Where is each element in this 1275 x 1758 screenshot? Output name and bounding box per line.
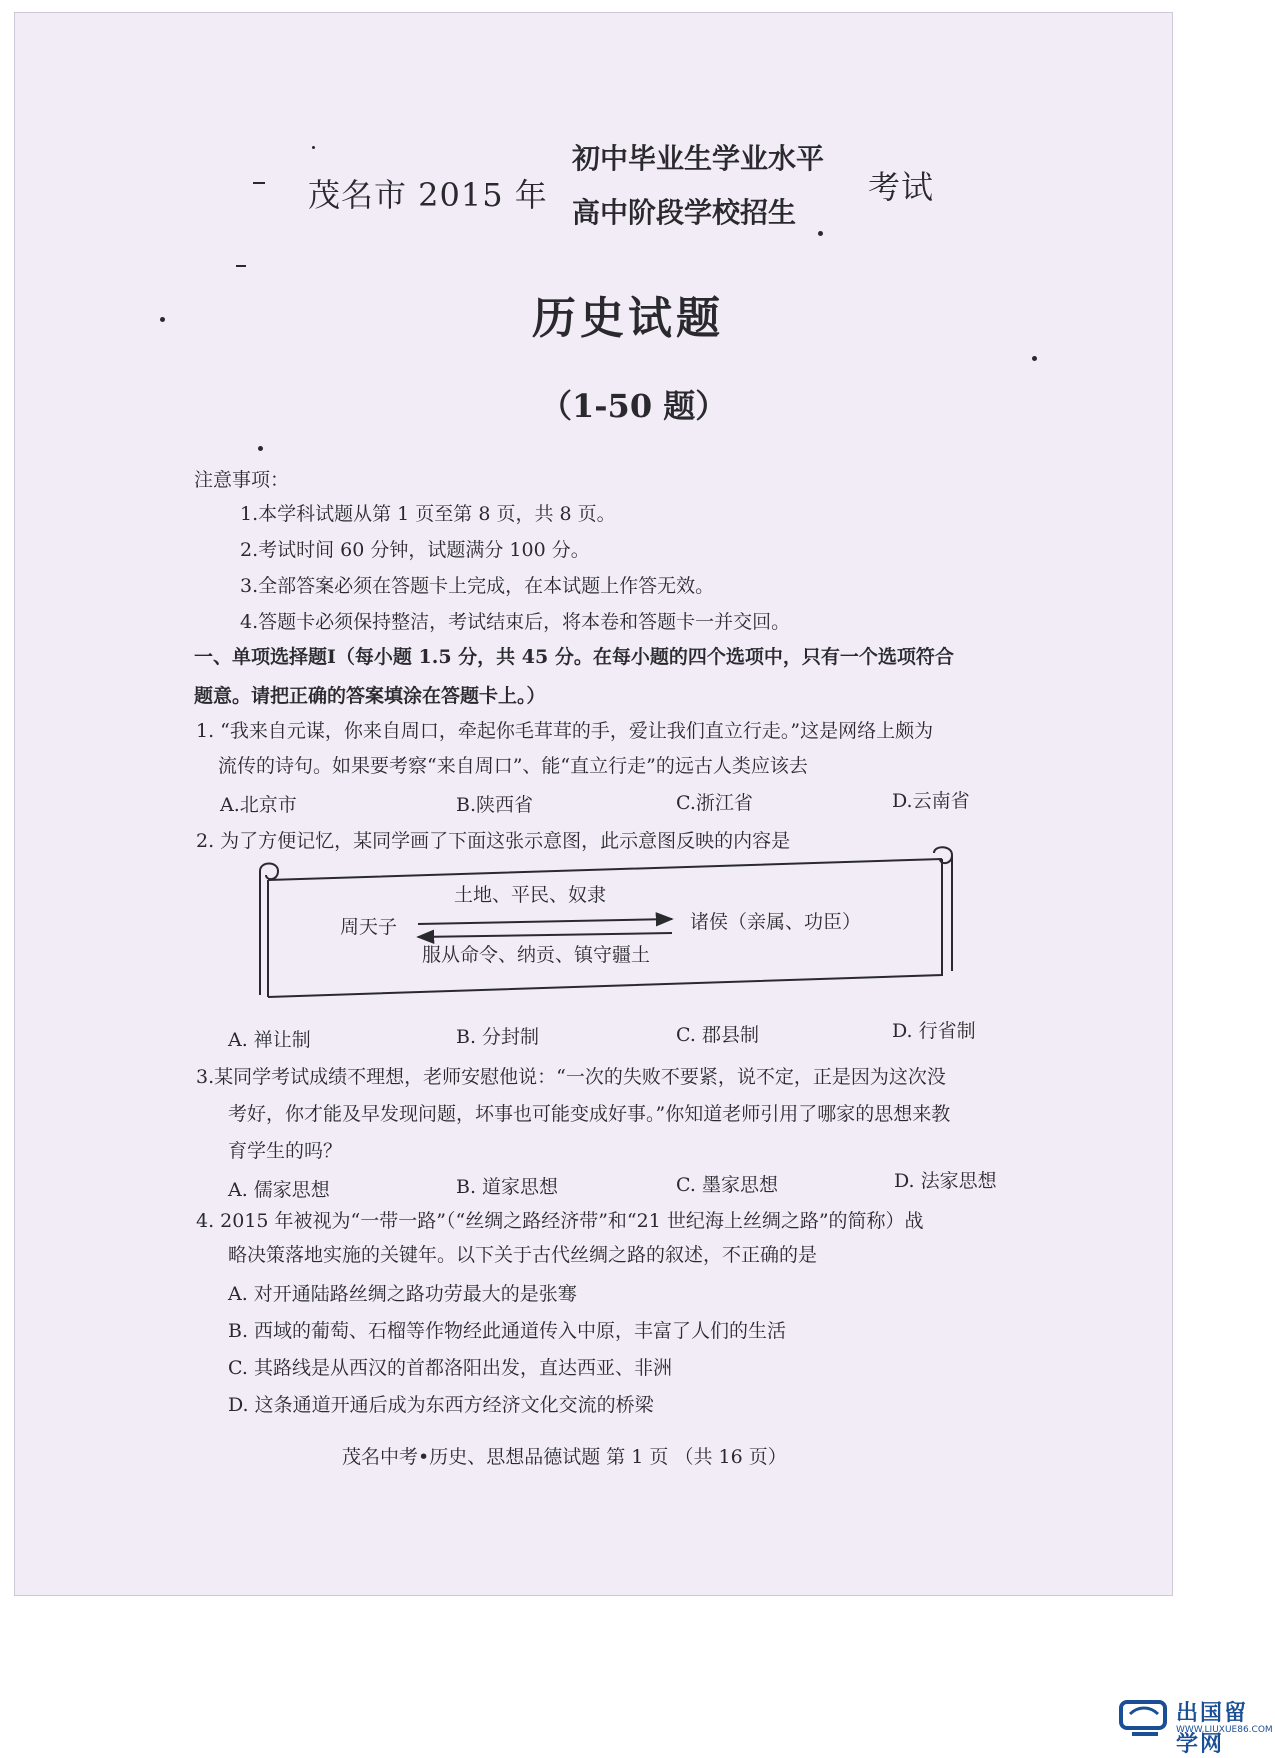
diagram-bottom-arrow-label: 服从命令、纳贡、镇守疆土: [422, 944, 651, 966]
notes-item: 3.全部答案必须在答题卡上完成，在本试题上作答无效。: [240, 575, 715, 597]
notes-item: 4.答题卡必须保持整洁，考试结束后，将本卷和答题卡一并交回。: [240, 611, 791, 633]
question-1-line: 1. “我来自元谋，你来自周口，牵起你毛茸茸的手，爱让我们直立行走。”这是网络上颇为: [196, 720, 934, 742]
scan-speck: [258, 446, 263, 451]
scan-speck: [312, 146, 315, 149]
subject-title: 历史试题: [532, 293, 724, 344]
question-range: （1-50 题）: [540, 387, 728, 425]
exam-suffix: 考试: [868, 168, 935, 206]
scan-mark: [253, 182, 265, 184]
notes-heading: 注意事项：: [194, 469, 290, 491]
question-2-option: A. 禅让制: [228, 1029, 311, 1051]
question-4-option: C. 其路线是从西汉的首都洛阳出发，直达西亚、非洲: [228, 1357, 672, 1379]
notes-item: 1.本学科试题从第 1 页至第 8 页，共 8 页。: [240, 503, 616, 525]
question-3-line: 考好，你才能及早发现问题，坏事也可能变成好事。”你知道老师引用了哪家的思想来教: [228, 1103, 951, 1125]
question-4-option: B. 西域的葡萄、石榴等作物经此通道传入中原，丰富了人们的生活: [228, 1320, 787, 1342]
arrow-to-lords: [418, 919, 672, 924]
question-4-option: A. 对开通陆路丝绸之路功劳最大的是张骞: [228, 1283, 577, 1305]
scan-mark: [236, 265, 246, 267]
diagram-king-label: 周天子: [340, 916, 398, 938]
diagram-lords-label: 诸侯（亲属、功臣）: [690, 911, 862, 933]
exam-type-stack: [572, 132, 824, 240]
arrow-to-king: [418, 933, 672, 937]
notes-item: 2.考试时间 60 分钟，试题满分 100 分。: [240, 539, 590, 561]
question-4-line: 4. 2015 年被视为“一带一路”（“丝绸之路经济带”和“21 世纪海上丝绸之路”的简称）战: [196, 1210, 924, 1232]
question-2-option: C. 郡县制: [676, 1024, 759, 1046]
question-3-option: C. 墨家思想: [676, 1174, 778, 1196]
question-1-option: A.北京市: [220, 794, 297, 816]
scan-speck: [1032, 356, 1037, 361]
exam-city-year: 茂名市 2015 年: [308, 176, 548, 214]
question-1-line: 流传的诗句。如果要考察“来自周口”、能“直立行走”的远古人类应该去: [218, 755, 808, 777]
question-1-option: C.浙江省: [676, 792, 753, 814]
diagram-top-arrow-label: 土地、平民、奴隶: [454, 884, 607, 906]
question-3-line: 育学生的吗？: [228, 1140, 343, 1162]
question-1-option: B.陕西省: [456, 794, 534, 816]
site-watermark: [1118, 1696, 1273, 1757]
scan-speck: [160, 317, 165, 322]
monitor-logo-icon: [1118, 1696, 1172, 1740]
question-3-line: 3.某同学考试成绩不理想，老师安慰他说：“一次的失败不要紧，说不定，正是因为这次没: [196, 1066, 946, 1088]
exam-type-bottom: 高中阶段学校招生: [572, 196, 797, 229]
section-heading-line: 题意。请把正确的答案填涂在答题卡上。）: [194, 685, 546, 707]
question-2-option: B. 分封制: [456, 1026, 540, 1048]
question-4-option: D. 这条通道开通后成为东西方经济文化交流的桥梁: [228, 1394, 654, 1416]
question-4-line: 略决策落地实施的关键年。以下关于古代丝绸之路的叙述，不正确的是: [228, 1244, 818, 1266]
question-2-line: 2. 为了方便记忆，某同学画了下面这张示意图，此示意图反映的内容是: [196, 830, 791, 852]
page-footer: 茂名中考•历史、思想品德试题 第 1 页 （共 16 页）: [342, 1446, 787, 1468]
question-1-option: D.云南省: [892, 790, 970, 812]
section-heading-line: 一、单项选择题Ⅰ（每小题 1.5 分，共 45 分。在每小题的四个选项中，只有一个选项符合: [194, 646, 954, 668]
question-3-option: D. 法家思想: [894, 1170, 997, 1192]
question-3-option: A. 儒家思想: [228, 1179, 330, 1201]
exam-type-top: 初中毕业生学业水平: [572, 142, 825, 175]
question-2-option: D. 行省制: [892, 1020, 976, 1042]
scroll-left-curl: [260, 864, 278, 880]
question-3-option: B. 道家思想: [456, 1176, 559, 1198]
watermark-url: WWW.LIUXUE86.COM: [1176, 1725, 1273, 1735]
watermark-name: 出国留学网: [1176, 1701, 1249, 1757]
